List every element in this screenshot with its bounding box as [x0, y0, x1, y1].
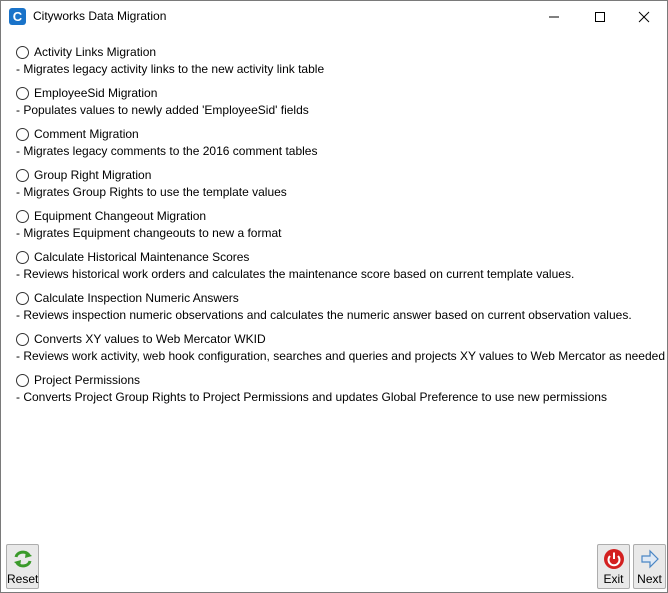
window-title: Cityworks Data Migration	[33, 9, 167, 23]
close-button[interactable]	[621, 1, 667, 32]
minimize-button[interactable]	[531, 1, 577, 32]
option-description: - Populates values to newly added 'EmployeeSid' fields	[16, 103, 309, 117]
option-description: - Migrates Equipment changeouts to new a format	[16, 226, 282, 240]
option-label[interactable]: Converts XY values to Web Mercator WKID	[34, 332, 266, 346]
option-group-right-migration[interactable]	[1, 165, 667, 206]
option-label[interactable]: Calculate Historical Maintenance Scores	[34, 250, 250, 264]
option-equipment-changeout-migration[interactable]	[1, 206, 667, 247]
option-label[interactable]: Equipment Changeout Migration	[34, 209, 207, 223]
option-label[interactable]: Comment Migration	[34, 127, 139, 141]
option-description: - Reviews inspection numeric observations and calculates the numeric answer based on current observation values.	[16, 308, 632, 322]
option-description: - Migrates legacy activity links to the new activity link table	[16, 62, 325, 76]
option-description: - Reviews historical work orders and calculates the maintenance score based on current template values.	[16, 267, 575, 281]
radio-button[interactable]	[16, 251, 29, 264]
refresh-arrows-icon	[12, 548, 34, 570]
option-label[interactable]: Activity Links Migration	[34, 45, 157, 59]
reset-button[interactable]	[6, 544, 39, 589]
radio-button[interactable]	[16, 169, 29, 182]
option-description: - Reviews work activity, web hook configuration, searches and queries and projects XY values to Web Mercator as needed	[16, 349, 666, 363]
next-label: Next	[637, 572, 662, 586]
radio-button[interactable]	[16, 128, 29, 141]
radio-button[interactable]	[16, 292, 29, 305]
radio-button[interactable]	[16, 333, 29, 346]
arrow-right-icon	[639, 548, 661, 570]
option-comment-migration[interactable]	[1, 124, 667, 165]
radio-button[interactable]	[16, 374, 29, 387]
close-icon	[638, 11, 650, 23]
radio-button[interactable]	[16, 210, 29, 223]
cityworks-app-icon: C	[9, 8, 26, 25]
radio-button[interactable]	[16, 87, 29, 100]
maximize-icon	[594, 11, 606, 23]
radio-button[interactable]	[16, 46, 29, 59]
option-employeesid-migration[interactable]	[1, 83, 667, 124]
title-bar	[1, 1, 667, 32]
option-description: - Migrates Group Rights to use the template values	[16, 185, 287, 199]
exit-label: Exit	[603, 572, 624, 586]
option-label[interactable]: Calculate Inspection Numeric Answers	[34, 291, 239, 305]
option-label[interactable]: EmployeeSid Migration	[34, 86, 158, 100]
option-project-permissions[interactable]	[1, 370, 667, 411]
option-label[interactable]: Group Right Migration	[34, 168, 152, 182]
option-historical-maintenance-scores[interactable]	[1, 247, 667, 288]
option-description: - Migrates legacy comments to the 2016 comment tables	[16, 144, 318, 158]
option-activity-links-migration[interactable]	[1, 42, 667, 83]
next-button[interactable]	[633, 544, 666, 589]
minimize-icon	[548, 11, 560, 23]
power-icon	[603, 548, 625, 570]
option-description: - Converts Project Group Rights to Project Permissions and updates Global Preference to use new permissions	[16, 390, 607, 404]
option-label[interactable]: Project Permissions	[34, 373, 141, 387]
option-xy-web-mercator[interactable]	[1, 329, 667, 370]
exit-button[interactable]	[597, 544, 630, 589]
maximize-button[interactable]	[577, 1, 623, 32]
reset-label: Reset	[7, 572, 39, 586]
option-inspection-numeric-answers[interactable]	[1, 288, 667, 329]
